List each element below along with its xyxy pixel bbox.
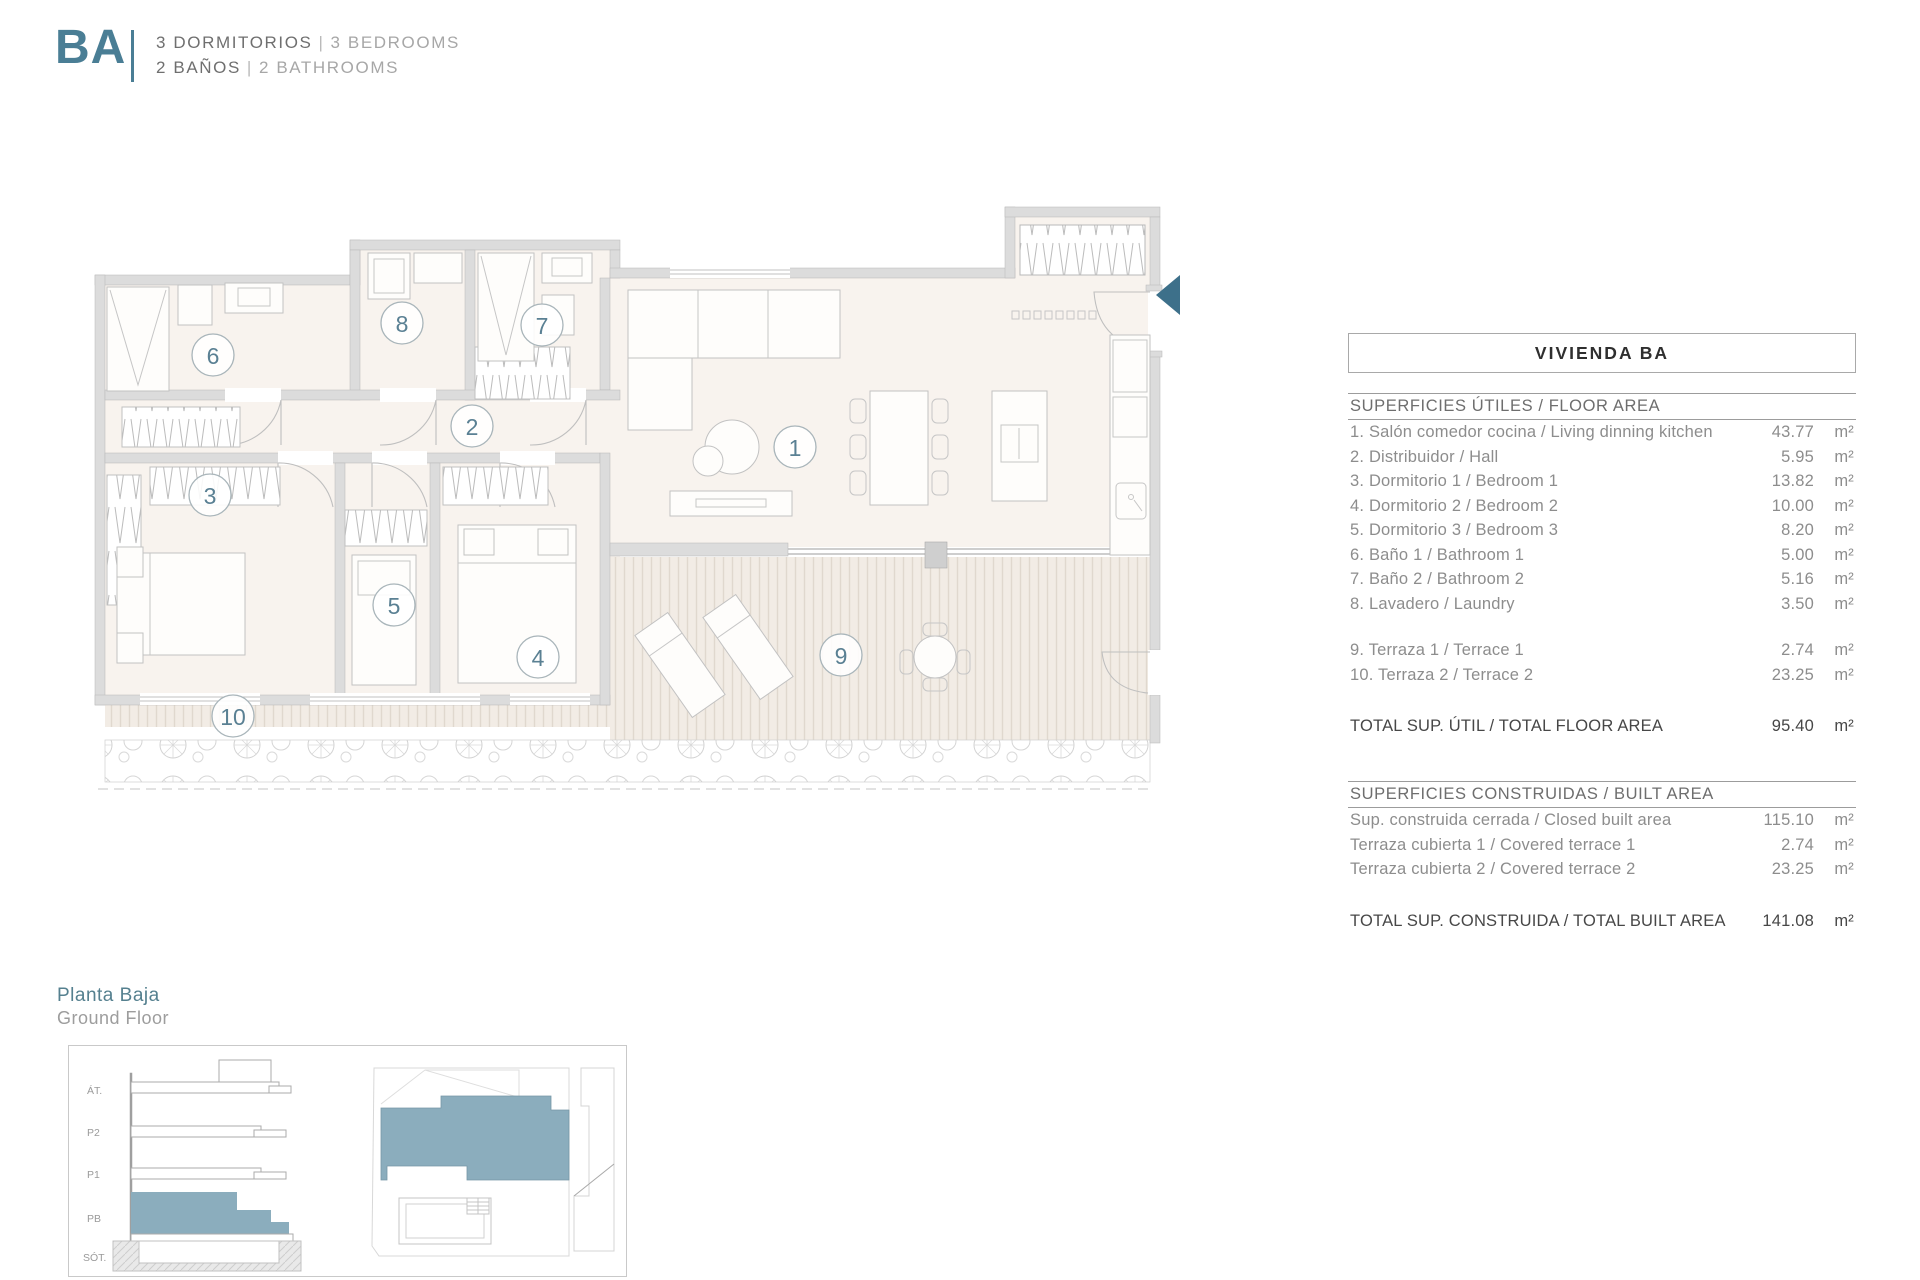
svg-text:SÓT.: SÓT. (83, 1252, 107, 1264)
header-line-bedrooms: 3 DORMITORIOS | 3 BEDROOMS (156, 33, 460, 52)
room-circle-6 (192, 334, 234, 376)
svg-text:3: 3 (203, 483, 217, 509)
terrace-rows (1348, 638, 1856, 687)
svg-text:P1: P1 (87, 1169, 100, 1181)
built-area-rows (1348, 808, 1856, 882)
area-summary-panel (1348, 333, 1856, 934)
svg-text:6: 6 (206, 343, 220, 369)
svg-text:7: 7 (535, 313, 549, 339)
table-row: 10. Terraza 2 / Terrace 2 23.25 m² (1350, 665, 1854, 684)
room-circle-9 (820, 634, 862, 676)
table-row: 2. Distribuidor / Hall 5.95 m² (1350, 447, 1854, 466)
key-plan-box (68, 1045, 627, 1277)
room-circle-10 (212, 695, 254, 737)
svg-text:5: 5 (387, 593, 401, 619)
header-summary (156, 30, 460, 80)
floor-name-es: Planta Baja (57, 985, 160, 1006)
table-row: 5. Dormitorio 3 / Bedroom 3 8.20 m² (1350, 521, 1854, 539)
logo-ba: BA (55, 21, 127, 74)
svg-text:8: 8 (395, 311, 409, 337)
garden-strip (105, 740, 1150, 782)
room-circle-3 (189, 474, 231, 516)
floor-name-en: Ground Floor (57, 1008, 170, 1028)
room-circle-8 (381, 302, 423, 344)
total-floor-area-row: TOTAL SUP. ÚTIL / TOTAL FLOOR AREA 95.40 m² (1350, 717, 1854, 735)
building-section (83, 1060, 301, 1271)
room-circle-4 (517, 636, 559, 678)
highlighted-unit (381, 1096, 569, 1180)
total-built-area-row: TOTAL SUP. CONSTRUIDA / TOTAL BUILT AREA 141.08 m² (1350, 911, 1854, 930)
room-circle-2 (451, 405, 493, 447)
key-plan-svg (69, 1046, 624, 1274)
svg-text:1: 1 (788, 435, 802, 461)
room-circle-1 (774, 426, 816, 468)
logo-divider (131, 30, 134, 82)
svg-text:2: 2 (465, 414, 479, 440)
table-row: 1. Salón comedor cocina / Living dinning kitchen 43.77 m² (1350, 423, 1854, 441)
room-circle-7 (521, 304, 563, 346)
table-row: 3. Dormitorio 1 / Bedroom 1 13.82 m² (1350, 472, 1854, 490)
table-row: Terraza cubierta 1 / Covered terrace 1 2.74 m² (1350, 835, 1854, 854)
room-circle-5 (373, 584, 415, 626)
table-row: 9. Terraza 1 / Terrace 1 2.74 m² (1350, 641, 1854, 659)
floor-area-heading: SUPERFICIES ÚTILES / FLOOR AREA (1348, 393, 1856, 420)
terrace-2-deck (105, 705, 610, 727)
svg-text:4: 4 (531, 645, 545, 671)
table-row: 8. Lavadero / Laundry 3.50 m² (1350, 594, 1854, 613)
built-area-heading: SUPERFICIES CONSTRUIDAS / BUILT AREA (1348, 781, 1856, 808)
svg-text:ÁT.: ÁT. (87, 1085, 103, 1097)
bedroom-1-furniture (117, 547, 245, 663)
svg-text:9: 9 (834, 643, 848, 669)
highlighted-floor (131, 1192, 289, 1234)
table-row: 6. Baño 1 / Bathroom 1 5.00 m² (1350, 545, 1854, 564)
table-row: Terraza cubierta 2 / Covered terrace 2 23.25 m² (1350, 860, 1854, 878)
table-row: Sup. construida cerrada / Closed built area 115.10 m² (1350, 811, 1854, 829)
table-row: 4. Dormitorio 2 / Bedroom 2 10.00 m² (1350, 496, 1854, 515)
svg-text:PB: PB (87, 1213, 102, 1225)
site-plan (372, 1068, 614, 1256)
table-row: 7. Baño 2 / Bathroom 2 5.16 m² (1350, 570, 1854, 588)
floor-plan (80, 195, 1190, 795)
floor-area-rows (1348, 420, 1856, 616)
louvre-window (1020, 225, 1145, 275)
panel-title: VIVIENDA BA (1348, 333, 1856, 373)
header-line-bathrooms: 2 BAÑOS | 2 BATHROOMS (156, 58, 400, 77)
svg-text:10: 10 (220, 704, 246, 730)
svg-text:P2: P2 (87, 1127, 100, 1139)
